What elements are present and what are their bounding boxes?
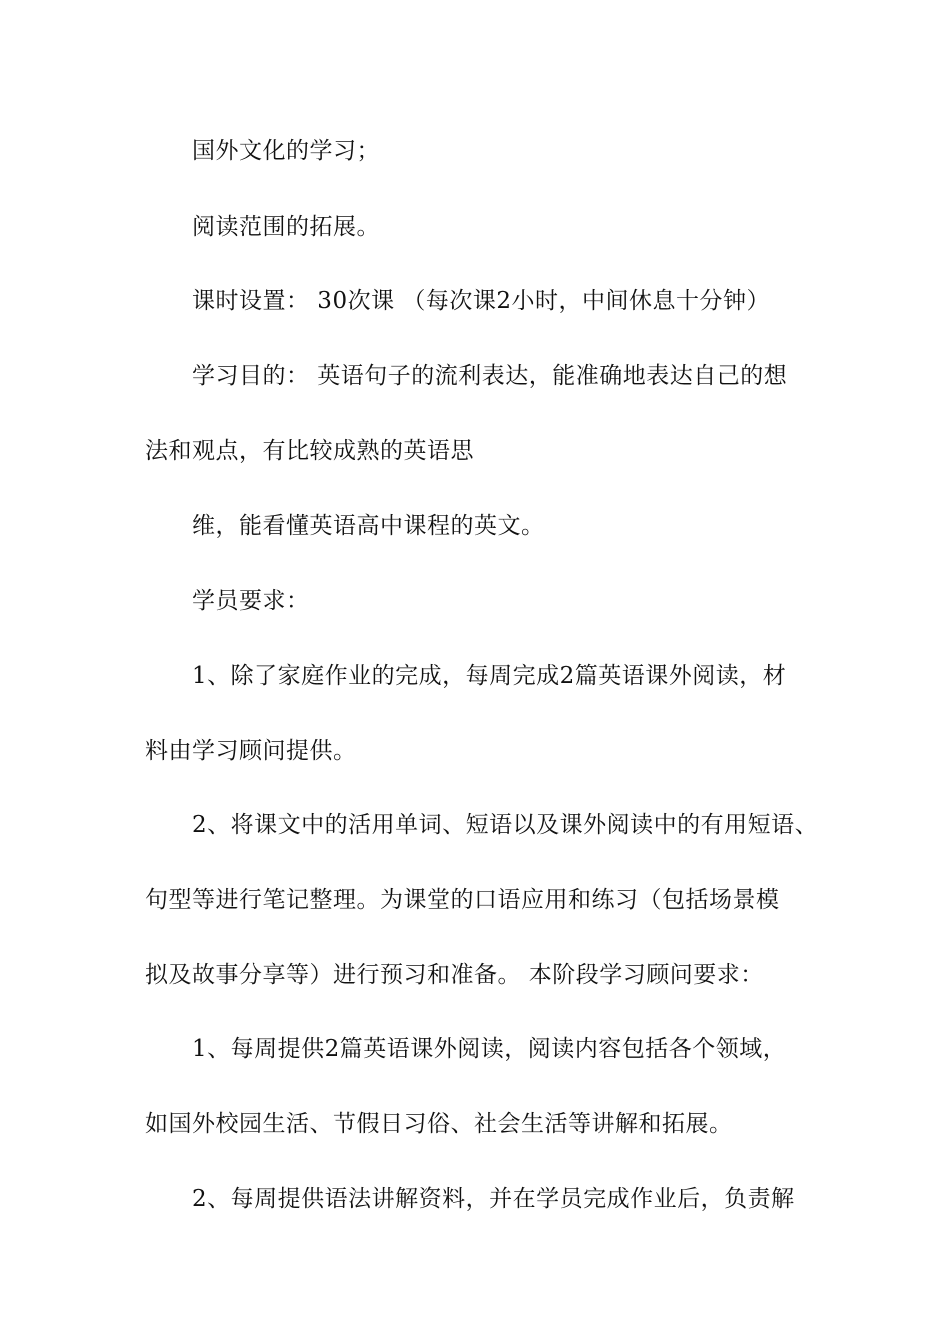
text-line-student-req-1-cont: 料由学习顾问提供。 <box>145 738 357 764</box>
text-line-advisor-req-1-cont: 如国外校园生活、节假日习俗、社会生活等讲解和拓展。 <box>145 1111 733 1137</box>
text-line-student-req-2-cont: 句型等进行笔记整理。为课堂的口语应用和练习（包括场景模 <box>145 887 780 913</box>
text-line-advisor-req-1: 1、每周提供2篇英语课外阅读，阅读内容包括各个领域， <box>192 1036 787 1062</box>
text-line-learning-goal-end: 维，能看懂英语高中课程的英文。 <box>192 513 545 539</box>
text-line-class-schedule: 课时设置： 30次课 （每次课2小时，中间休息十分钟） <box>192 288 771 314</box>
text-line-student-req-1: 1、除了家庭作业的完成，每周完成2篇英语课外阅读，材 <box>192 663 787 689</box>
text-line-reading-scope: 阅读范围的拓展。 <box>192 214 380 240</box>
text-line-student-req-2: 2、将课文中的活用单词、短语以及课外阅读中的有用短语、 <box>192 812 819 838</box>
text-line-learning-goal: 学习目的： 英语句子的流利表达，能准确地表达自己的想 <box>192 363 788 389</box>
text-line-foreign-culture: 国外文化的学习； <box>192 138 380 164</box>
text-line-advisor-req-2: 2、每周提供语法讲解资料，并在学员完成作业后，负责解 <box>192 1186 795 1212</box>
text-line-student-requirements-heading: 学员要求： <box>192 588 310 614</box>
text-line-advisor-requirements: 拟及故事分享等）进行预习和准备。 本阶段学习顾问要求： <box>145 962 764 988</box>
text-line-learning-goal-cont: 法和观点，有比较成熟的英语思 <box>145 438 474 464</box>
